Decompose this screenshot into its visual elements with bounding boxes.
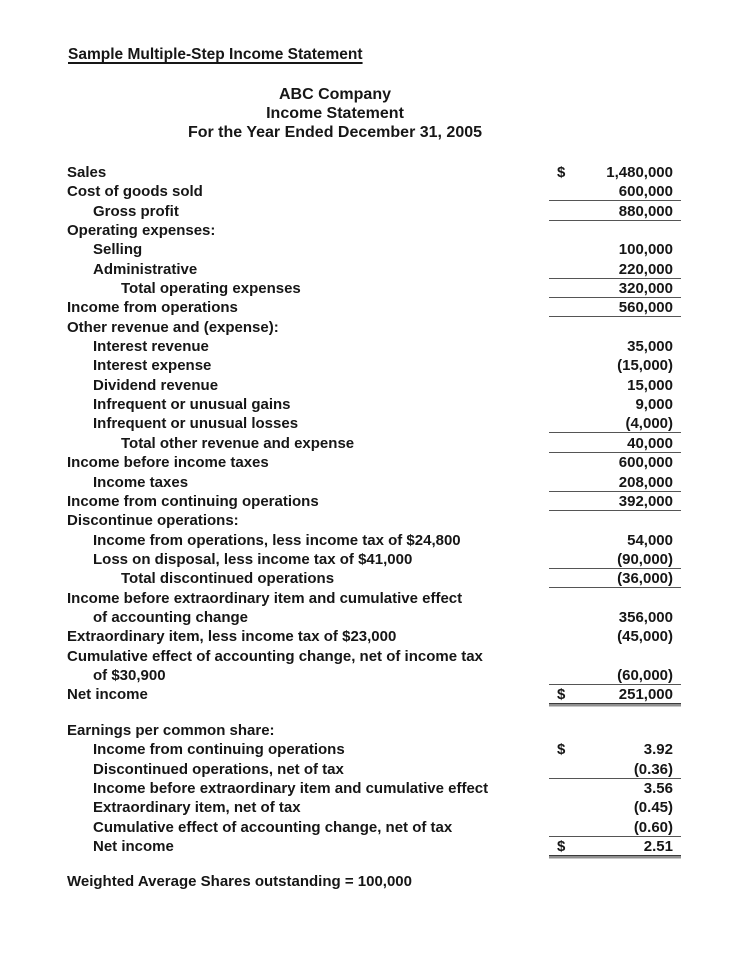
statement-row <box>0 511 750 530</box>
amount-value: 54,000 <box>627 531 673 549</box>
statement-row <box>0 163 750 182</box>
amount-value: (0.36) <box>633 760 673 778</box>
amount-value: 392,000 <box>618 492 673 510</box>
amount-value: 3.92 <box>643 741 673 759</box>
row-label: Income from continuing operations <box>93 741 345 759</box>
statement-row <box>0 721 750 740</box>
row-label: Interest revenue <box>93 338 209 356</box>
statement-row <box>0 685 750 704</box>
row-label: Discontinued operations, net of tax <box>93 760 344 778</box>
amount-cell <box>549 627 681 645</box>
row-label: Loss on disposal, less income tax of $41,000 <box>93 550 413 568</box>
amount-value: (45,000) <box>617 628 673 646</box>
amount-value: 9,000 <box>635 396 673 414</box>
statement-row <box>0 627 750 646</box>
statement-row <box>0 608 750 627</box>
amount-cell <box>549 492 681 511</box>
statement-row <box>0 550 750 569</box>
amount-cell <box>549 760 681 779</box>
statement-row <box>0 740 750 759</box>
amount-value: 100,000 <box>618 241 673 259</box>
amount-cell <box>549 376 681 394</box>
amount-cell <box>549 414 681 433</box>
row-label: Cumulative effect of accounting change, net of tax <box>93 818 453 836</box>
amount-cell <box>549 473 681 492</box>
statement-row <box>0 837 750 856</box>
statement-period: For the Year Ended December 31, 2005 <box>187 124 483 141</box>
amount-value: (0.60) <box>633 818 673 836</box>
amount-value: 40,000 <box>627 434 673 452</box>
statement-row <box>0 434 750 453</box>
row-label: Income before extraordinary item and cumulative effect <box>67 589 463 607</box>
row-label: Total other revenue and expense <box>121 434 355 452</box>
amount-cell <box>549 685 681 704</box>
document-title: Sample Multiple-Step Income Statement <box>68 46 363 63</box>
statement-row <box>0 666 750 685</box>
row-label: Income before income taxes <box>67 454 269 472</box>
statement-row <box>0 260 750 279</box>
statement-row <box>0 356 750 375</box>
amount-value: 208,000 <box>618 473 673 491</box>
row-label: Discontinue operations: <box>67 512 239 530</box>
row-label: Sales <box>67 164 107 181</box>
row-label: Net income <box>93 838 174 856</box>
amount-value: (90,000) <box>617 550 673 568</box>
amount-cell <box>549 182 681 201</box>
amount-value: 880,000 <box>618 202 673 220</box>
statement-row <box>0 531 750 550</box>
row-label: Total discontinued operations <box>121 570 335 588</box>
amount-cell <box>549 550 681 569</box>
statement-row <box>0 221 750 240</box>
amount-cell <box>549 666 681 685</box>
row-label: of $30,900 <box>93 666 166 684</box>
statement-row <box>0 473 750 492</box>
row-label: Infrequent or unusual gains <box>93 396 291 414</box>
statement-row <box>0 818 750 837</box>
amount-cell <box>549 395 681 413</box>
statement-row <box>0 569 750 588</box>
row-label: Selling <box>93 241 143 259</box>
statement-row <box>0 798 750 817</box>
row-label: Interest expense <box>93 357 212 375</box>
dollar-sign: $ <box>557 741 566 759</box>
amount-value: 1,480,000 <box>606 164 673 181</box>
amount-cell <box>549 279 681 298</box>
statement-row <box>0 760 750 779</box>
row-label: Other revenue and (expense): <box>67 318 279 336</box>
amount-value: (36,000) <box>617 570 673 588</box>
row-label: Administrative <box>93 260 198 278</box>
amount-cell <box>549 298 681 317</box>
amount-cell <box>549 569 681 588</box>
row-label: Gross profit <box>93 202 179 220</box>
amount-value: 220,000 <box>618 260 673 278</box>
row-label: Cost of goods sold <box>67 183 203 201</box>
amount-value: 2.51 <box>643 838 673 856</box>
dollar-sign: $ <box>557 686 566 704</box>
statement-row <box>0 492 750 511</box>
statement-row <box>0 202 750 221</box>
amount-value: 320,000 <box>618 280 673 298</box>
statement-row <box>0 779 750 798</box>
row-label: Extraordinary item, net of tax <box>93 799 301 817</box>
amount-cell <box>549 531 681 549</box>
statement-row <box>0 279 750 298</box>
statement-row <box>0 376 750 395</box>
amount-value: 600,000 <box>618 454 673 472</box>
amount-value: (4,000) <box>625 415 673 433</box>
amount-value: 560,000 <box>618 299 673 317</box>
amount-cell <box>549 818 681 837</box>
row-label: of accounting change <box>93 608 249 626</box>
statement-row <box>0 182 750 201</box>
statement-name: Income Statement <box>266 105 404 122</box>
amount-cell <box>549 798 681 816</box>
row-label: Dividend revenue <box>93 376 219 394</box>
amount-cell <box>549 163 681 181</box>
amount-value: 251,000 <box>618 686 673 704</box>
statement-row <box>0 298 750 317</box>
row-label: Total operating expenses <box>121 280 301 298</box>
eps-section <box>0 721 750 856</box>
row-label: Cumulative effect of accounting change, net of income tax <box>67 647 483 665</box>
amount-cell <box>549 779 681 797</box>
amount-value: 3.56 <box>643 780 673 798</box>
dollar-sign: $ <box>557 838 566 856</box>
dollar-sign: $ <box>557 164 566 181</box>
statement-row <box>0 453 750 472</box>
row-label: Income from operations <box>67 299 238 317</box>
amount-cell <box>549 240 681 258</box>
row-label: Net income <box>67 686 148 704</box>
statement-body <box>0 163 750 705</box>
statement-row <box>0 337 750 356</box>
row-label: Income from continuing operations <box>67 492 319 510</box>
amount-cell <box>549 453 681 471</box>
row-label: Income taxes <box>93 473 189 491</box>
statement-row <box>0 647 750 666</box>
amount-value: (60,000) <box>617 666 673 684</box>
amount-value: 15,000 <box>627 376 673 394</box>
statement-row <box>0 589 750 608</box>
row-label: Income from operations, less income tax of $24,800 <box>93 531 461 549</box>
amount-value: 356,000 <box>618 608 673 626</box>
amount-cell <box>549 434 681 453</box>
amount-cell <box>549 260 681 279</box>
row-label: Operating expenses: <box>67 222 216 240</box>
amount-value: (0.45) <box>633 799 673 817</box>
row-label: Earnings per common share: <box>67 722 275 739</box>
row-label: Extraordinary item, less income tax of $23,000 <box>67 628 397 646</box>
statement-row <box>0 414 750 433</box>
statement-row <box>0 240 750 259</box>
amount-cell <box>549 608 681 626</box>
row-label: Income before extraordinary item and cumulative effect <box>93 780 489 798</box>
amount-value: 600,000 <box>618 183 673 201</box>
amount-cell <box>549 356 681 374</box>
amount-cell <box>549 740 681 758</box>
amount-cell <box>549 202 681 221</box>
shares-outstanding-note: Weighted Average Shares outstanding = 100,000 <box>67 873 412 890</box>
amount-cell <box>549 837 681 856</box>
statement-row <box>0 318 750 337</box>
statement-header <box>68 85 602 142</box>
row-label: Infrequent or unusual losses <box>93 415 299 433</box>
company-name: ABC Company <box>278 86 391 103</box>
amount-value: (15,000) <box>617 357 673 375</box>
amount-value: 35,000 <box>627 338 673 356</box>
amount-cell <box>549 337 681 355</box>
statement-row <box>0 395 750 414</box>
